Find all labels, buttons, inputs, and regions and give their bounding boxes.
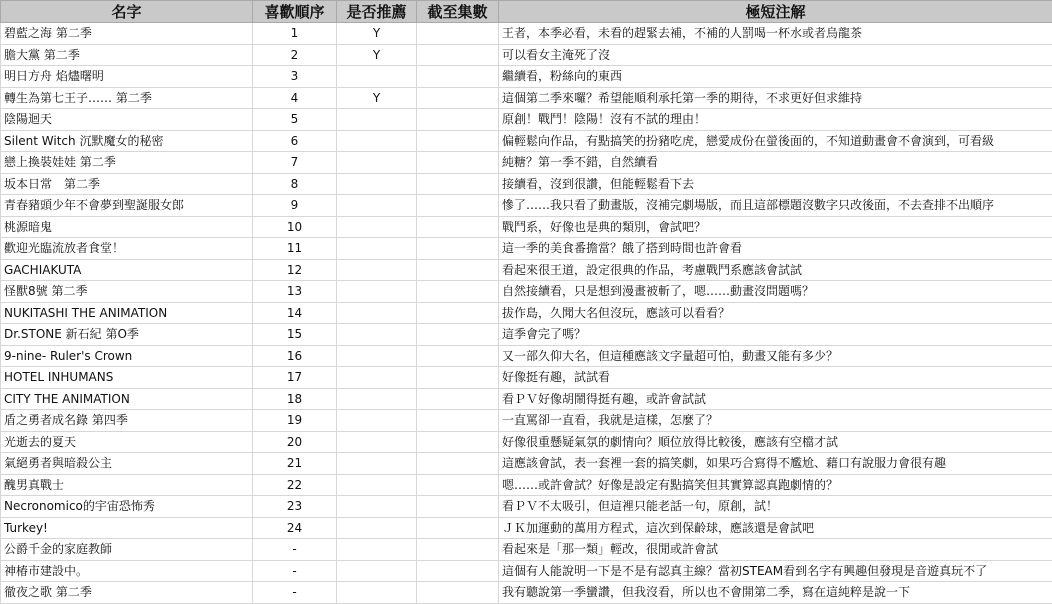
table-row (1, 539, 1052, 561)
cell-rank[interactable]: 23 (253, 496, 337, 518)
cell-name[interactable]: 怪獸8號 第二季 (1, 281, 253, 303)
cell-name[interactable]: 轉生為第七王子…… 第二季 (1, 87, 253, 109)
cell-recommend[interactable] (337, 195, 417, 217)
cell-name[interactable]: CITY THE ANIMATION (1, 388, 253, 410)
cell-rank[interactable]: 16 (253, 345, 337, 367)
cell-rank[interactable]: 24 (253, 517, 337, 539)
table-row (1, 431, 1052, 453)
cell-recommend[interactable] (337, 216, 417, 238)
cell-name[interactable]: 戀上換裝娃娃 第二季 (1, 152, 253, 174)
cell-name[interactable]: 坂本日常 第二季 (1, 173, 253, 195)
cell-note[interactable]: 戰鬥系，好像也是典的類別，會試吧？ (499, 216, 1052, 238)
cell-recommend[interactable] (337, 388, 417, 410)
cell-rank[interactable]: - (253, 582, 337, 604)
cell-episode[interactable] (417, 66, 499, 88)
cell-name[interactable]: GACHIAKUTA (1, 259, 253, 281)
cell-note[interactable]: 繼續看，粉絲向的東西 (499, 66, 1052, 88)
cell-episode[interactable] (417, 238, 499, 260)
cell-note[interactable]: 王者，本季必看，未看的趕緊去補，不補的人罰喝一杯水或者烏龍茶 (499, 23, 1052, 45)
table-row (1, 130, 1052, 152)
cell-episode[interactable] (417, 367, 499, 389)
cell-note[interactable]: 這一季的美食番擔當？餓了搭到時間也許會看 (499, 238, 1052, 260)
cell-name[interactable]: 膽大黨 第二季 (1, 44, 253, 66)
table-row (1, 66, 1052, 88)
cell-episode[interactable] (417, 345, 499, 367)
cell-episode[interactable] (417, 496, 499, 518)
table-row (1, 410, 1052, 432)
cell-recommend[interactable] (337, 302, 417, 324)
cell-recommend[interactable] (337, 410, 417, 432)
table-row (1, 281, 1052, 303)
cell-name[interactable]: 盾之勇者成名錄 第四季 (1, 410, 253, 432)
cell-rank[interactable]: 14 (253, 302, 337, 324)
cell-episode[interactable] (417, 281, 499, 303)
cell-note[interactable]: 這個有人能說明一下是不是有認真主線？當初STEAM看到名字有興趣但發現是音遊真玩不了 (499, 560, 1052, 582)
table-row (1, 302, 1052, 324)
cell-name[interactable]: 陰陽迴天 (1, 109, 253, 131)
cell-note[interactable]: 接續看，沒到很讚，但能輕鬆看下去 (499, 173, 1052, 195)
cell-rank[interactable]: 17 (253, 367, 337, 389)
table-row (1, 23, 1052, 45)
cell-episode[interactable] (417, 539, 499, 561)
table-row (1, 367, 1052, 389)
cell-recommend[interactable]: Y (337, 44, 417, 66)
table-row (1, 345, 1052, 367)
cell-episode[interactable] (417, 302, 499, 324)
cell-recommend[interactable]: Y (337, 87, 417, 109)
cell-rank[interactable]: 22 (253, 474, 337, 496)
cell-name[interactable]: HOTEL INHUMANS (1, 367, 253, 389)
cell-recommend[interactable] (337, 474, 417, 496)
cell-rank[interactable]: 11 (253, 238, 337, 260)
table-row (1, 496, 1052, 518)
table-row (1, 195, 1052, 217)
cell-note[interactable]: 自然接續看，只是想到漫畫被斬了，嗯……動畫沒問題嗎？ (499, 281, 1052, 303)
cell-note[interactable]: 又一部久仰大名，但這種應該文字量超可怕，動畫又能有多少？ (499, 345, 1052, 367)
cell-rank[interactable]: 18 (253, 388, 337, 410)
column-header-rank[interactable]: 喜歡順序 (253, 1, 337, 23)
cell-note[interactable]: 偏輕鬆向作品，有點搞笑的扮豬吃虎，戀愛成份在螢後面的，不知道動畫會不會演到，可看級 (499, 130, 1052, 152)
cell-recommend[interactable] (337, 431, 417, 453)
table-row (1, 324, 1052, 346)
cell-note[interactable]: 看起來是「那一類」輕改，很閒或許會試 (499, 539, 1052, 561)
cell-rank[interactable]: 3 (253, 66, 337, 88)
cell-episode[interactable] (417, 259, 499, 281)
cell-rank[interactable]: 8 (253, 173, 337, 195)
cell-episode[interactable] (417, 44, 499, 66)
cell-episode[interactable] (417, 130, 499, 152)
cell-note[interactable]: 慘了……我只看了動畫版，沒補完劇場版，而且這部標題沒數字只改後面，不去查排不出順序 (499, 195, 1052, 217)
cell-name[interactable]: 明日方舟 焰燼曙明 (1, 66, 253, 88)
header-row (1, 1, 1052, 23)
cell-recommend[interactable] (337, 130, 417, 152)
table-row (1, 152, 1052, 174)
cell-name[interactable]: 光逝去的夏天 (1, 431, 253, 453)
cell-name[interactable]: 青春豬頭少年不會夢到聖誕服女郎 (1, 195, 253, 217)
cell-name[interactable]: Dr.STONE 新石紀 第O季 (1, 324, 253, 346)
cell-rank[interactable]: 7 (253, 152, 337, 174)
cell-rank[interactable]: 21 (253, 453, 337, 475)
cell-name[interactable]: 公爵千金的家庭教師 (1, 539, 253, 561)
cell-recommend[interactable] (337, 66, 417, 88)
table-row (1, 238, 1052, 260)
cell-episode[interactable] (417, 216, 499, 238)
column-header-name[interactable]: 名字 (1, 1, 253, 23)
cell-recommend[interactable] (337, 109, 417, 131)
cell-recommend[interactable] (337, 517, 417, 539)
cell-recommend[interactable] (337, 324, 417, 346)
table-row (1, 517, 1052, 539)
cell-rank[interactable]: 4 (253, 87, 337, 109)
cell-episode[interactable] (417, 195, 499, 217)
cell-name[interactable]: Turkey! (1, 517, 253, 539)
cell-rank[interactable]: 12 (253, 259, 337, 281)
cell-note[interactable]: 這個第二季來囉？希望能順利承托第一季的期待，不求更好但求維持 (499, 87, 1052, 109)
cell-rank[interactable]: - (253, 560, 337, 582)
cell-note[interactable]: 這季會完了嗎？ (499, 324, 1052, 346)
cell-name[interactable]: Silent Witch 沉默魔女的秘密 (1, 130, 253, 152)
table-row (1, 87, 1052, 109)
cell-recommend[interactable] (337, 345, 417, 367)
cell-name[interactable]: 歡迎光臨流放者食堂！ (1, 238, 253, 260)
table-body (1, 23, 1052, 604)
cell-episode[interactable] (417, 410, 499, 432)
table-row (1, 474, 1052, 496)
cell-note[interactable]: 我有聽說第一季蠻讚，但我沒看，所以也不會開第二季，寫在這純粹是說一下 (499, 582, 1052, 604)
cell-episode[interactable] (417, 87, 499, 109)
cell-name[interactable]: 碧藍之海 第二季 (1, 23, 253, 45)
cell-name[interactable]: 徹夜之歌 第二季 (1, 582, 253, 604)
cell-name[interactable]: 桃源暗鬼 (1, 216, 253, 238)
cell-note[interactable]: 原創！戰鬥！陰陽！沒有不試的理由！ (499, 109, 1052, 131)
cell-rank[interactable]: 5 (253, 109, 337, 131)
cell-note[interactable]: 可以看女主淹死了沒 (499, 44, 1052, 66)
cell-note[interactable]: 好像很重懸疑氣氛的劇情向？順位放得比較後，應該有空檔才試 (499, 431, 1052, 453)
cell-episode[interactable] (417, 431, 499, 453)
cell-rank[interactable]: 19 (253, 410, 337, 432)
cell-recommend[interactable]: Y (337, 23, 417, 45)
cell-note[interactable]: 一直罵卻一直看，我就是這樣，怎麼了？ (499, 410, 1052, 432)
cell-note[interactable]: 嗯……或許會試？好像是設定有點搞笑但其實算認真跑劇情的？ (499, 474, 1052, 496)
cell-recommend[interactable] (337, 560, 417, 582)
cell-note[interactable]: 純糖？第一季不錯，自然續看 (499, 152, 1052, 174)
table-row (1, 109, 1052, 131)
column-header-recommend[interactable]: 是否推薦 (337, 1, 417, 23)
cell-name[interactable]: NUKITASHI THE ANIMATION (1, 302, 253, 324)
cell-rank[interactable]: 1 (253, 23, 337, 45)
table-row (1, 44, 1052, 66)
cell-name[interactable]: Necronomico的宇宙恐怖秀 (1, 496, 253, 518)
table-row (1, 453, 1052, 475)
cell-episode[interactable] (417, 173, 499, 195)
cell-rank[interactable]: 20 (253, 431, 337, 453)
cell-episode[interactable] (417, 517, 499, 539)
cell-note[interactable]: 拔作島，久聞大名但沒玩，應該可以看看？ (499, 302, 1052, 324)
cell-recommend[interactable] (337, 152, 417, 174)
cell-note[interactable]: ＪＫ加運動的萬用方程式，這次到保齡球，應該還是會試吧 (499, 517, 1052, 539)
cell-recommend[interactable] (337, 496, 417, 518)
cell-episode[interactable] (417, 109, 499, 131)
cell-rank[interactable]: 6 (253, 130, 337, 152)
table-row (1, 216, 1052, 238)
cell-name[interactable]: 9-nine- Ruler's Crown (1, 345, 253, 367)
cell-note[interactable]: 看ＰＶ好像胡鬧得挺有趣，或許會試試 (499, 388, 1052, 410)
cell-rank[interactable]: 10 (253, 216, 337, 238)
cell-name[interactable]: 醜男真戰士 (1, 474, 253, 496)
cell-note[interactable]: 看ＰＶ不太吸引，但這裡只能老話一句，原創，試！ (499, 496, 1052, 518)
cell-rank[interactable]: 9 (253, 195, 337, 217)
table-row (1, 560, 1052, 582)
cell-episode[interactable] (417, 453, 499, 475)
cell-note[interactable]: 好像挺有趣，試試看 (499, 367, 1052, 389)
table-row (1, 173, 1052, 195)
cell-name[interactable]: 神椿市建設中。 (1, 560, 253, 582)
cell-episode[interactable] (417, 23, 499, 45)
cell-recommend[interactable] (337, 367, 417, 389)
table-row (1, 259, 1052, 281)
cell-note[interactable]: 看起來很王道，設定很典的作品，考慮戰鬥系應該會試試 (499, 259, 1052, 281)
column-header-episode[interactable]: 截至集數 (417, 1, 499, 23)
cell-episode[interactable] (417, 474, 499, 496)
table-row (1, 388, 1052, 410)
cell-episode[interactable] (417, 560, 499, 582)
cell-recommend[interactable] (337, 453, 417, 475)
cell-recommend[interactable] (337, 259, 417, 281)
cell-rank[interactable]: 2 (253, 44, 337, 66)
cell-recommend[interactable] (337, 281, 417, 303)
cell-recommend[interactable] (337, 238, 417, 260)
cell-rank[interactable]: - (253, 539, 337, 561)
cell-recommend[interactable] (337, 539, 417, 561)
column-header-note[interactable]: 極短注解 (499, 1, 1052, 23)
cell-episode[interactable] (417, 324, 499, 346)
cell-episode[interactable] (417, 388, 499, 410)
cell-rank[interactable]: 15 (253, 324, 337, 346)
cell-note[interactable]: 這應該會試，表一套裡一套的搞笑劇，如果巧合寫得不尷尬、藉口有說服力會很有趣 (499, 453, 1052, 475)
cell-recommend[interactable] (337, 173, 417, 195)
cell-rank[interactable]: 13 (253, 281, 337, 303)
cell-name[interactable]: 氣絕勇者與暗殺公主 (1, 453, 253, 475)
cell-episode[interactable] (417, 152, 499, 174)
